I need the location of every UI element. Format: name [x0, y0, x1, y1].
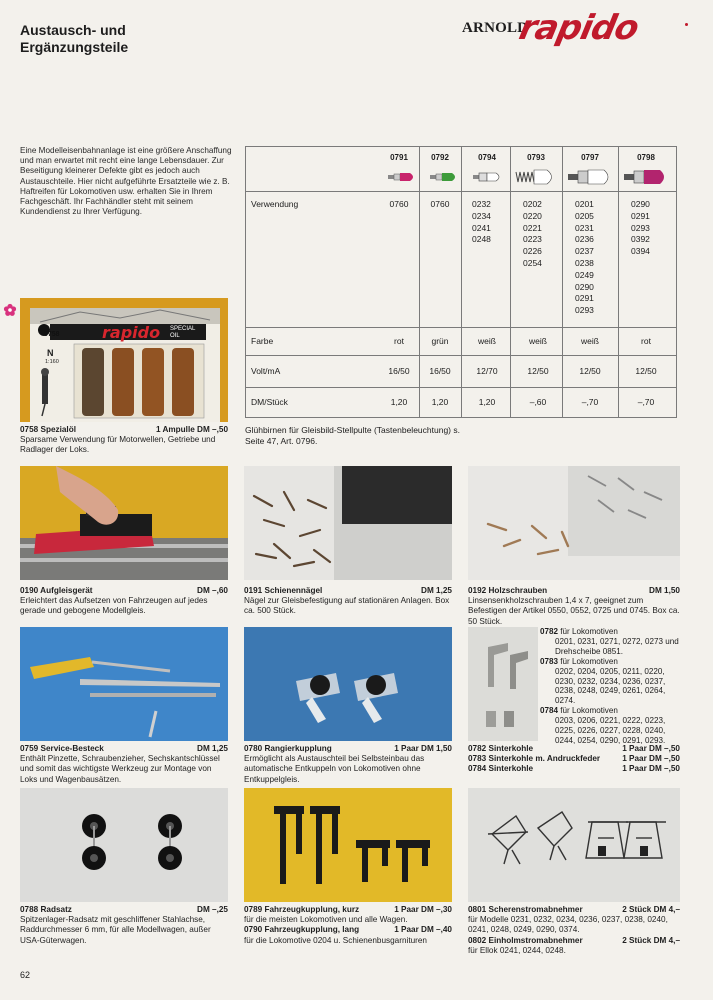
col-header-0792: 0792	[431, 153, 449, 162]
table-hline	[246, 327, 676, 328]
volt-0798: 12/50	[635, 366, 657, 376]
service-tools-image	[20, 627, 228, 741]
logo-dot	[685, 23, 688, 26]
vehicle-coupling-image	[244, 788, 452, 902]
volt-0792: 16/50	[429, 366, 451, 376]
item-text: für Modelle 0231, 0232, 0234, 0236, 0237, 0238, 0240, 0241, 0248, 0249, 0290, 0374.	[468, 915, 668, 935]
caption-0191	[244, 586, 452, 617]
wood-screws-image	[468, 466, 680, 580]
note-list: 0203, 0206, 0221, 0222, 0223, 0225, 0226, 0227, 0228, 0240, 0244, 0254, 0290, 0291, 0293.	[555, 716, 666, 745]
volt-0791: 16/50	[388, 366, 410, 376]
col-header-0798: 0798	[637, 153, 655, 162]
volt-0794: 12/70	[476, 366, 498, 376]
oil-box-label: SPECIAL OIL	[170, 326, 196, 339]
sinter-notes	[540, 627, 680, 746]
farbe-0797: weiß	[581, 336, 599, 346]
item-price: 1 Paar DM –,40	[394, 925, 452, 935]
caption-0190	[20, 586, 228, 617]
row-label-verwendung: Verwendung	[251, 199, 299, 209]
item-price: DM 1,25	[197, 744, 228, 753]
item-name: 0780 Rangierkupplung	[244, 744, 332, 753]
rerailer-image	[20, 466, 228, 580]
verwendung-0791: 0760	[389, 199, 409, 209]
verwendung-0792: 0760	[430, 199, 450, 209]
item-price: DM –,60	[197, 586, 228, 595]
item-name: 0790 Fahrzeugkupplung, lang	[244, 925, 360, 935]
table-hline	[246, 191, 676, 192]
bulb-0797-icon	[566, 168, 614, 186]
note-head: für Lokomotiven	[560, 656, 618, 666]
photo-wheelset	[20, 788, 228, 902]
caption-0788	[20, 905, 228, 946]
caption-0758	[20, 425, 228, 456]
bulb-0793-icon	[513, 168, 559, 186]
note-code: 0784	[540, 706, 559, 716]
preis-0793: –,60	[529, 397, 547, 407]
item-name: 0782 Sinterkohle	[468, 744, 534, 753]
farbe-0798: rot	[641, 336, 651, 346]
item-text: Sparsame Verwendung für Motorwellen, Getriebe und Radlager der Loks.	[20, 435, 216, 455]
photo-rerailer	[20, 466, 228, 580]
item-price: DM 1,25	[421, 586, 452, 595]
col-header-0791: 0791	[390, 153, 408, 162]
note-code: 0783	[540, 656, 559, 666]
logo-arnold: ARNOLD	[462, 20, 529, 36]
photo-pantographs	[468, 788, 680, 902]
note-head: für Lokomotiven	[560, 706, 618, 716]
item-text: Erleichtert das Aufsetzen von Fahrzeugen auf jedes gerade und gebogene Modellgleis.	[20, 596, 208, 616]
item-name: 0789 Fahrzeugkupplung, kurz	[244, 905, 360, 914]
table-hline	[246, 355, 676, 356]
preis-0791: 1,20	[390, 397, 408, 407]
caption-0759	[20, 744, 228, 785]
page-title	[20, 22, 220, 56]
caption-0789-0790	[244, 905, 452, 946]
item-name: 0784 Sinterkohle	[468, 764, 534, 774]
preis-0798: –,70	[637, 397, 655, 407]
caption-sinter	[468, 744, 680, 775]
item-price: 2 Stück DM 4,–	[622, 935, 680, 945]
farbe-0791: rot	[394, 336, 404, 346]
farbe-0793: weiß	[529, 336, 547, 346]
arnold-rapido-logo	[462, 8, 692, 48]
item-name: 0783 Sinterkohle m. Andruckfeder	[468, 754, 601, 764]
note-list: 0202, 0204, 0205, 0211, 0220, 0230, 0232, 0234, 0236, 0237, 0238, 0248, 0249, 0261, 0264, 0274.	[555, 666, 666, 706]
item-text: für die meisten Lokomotiven und alle Wagen.	[244, 915, 408, 925]
item-price: 1 Paar DM –,50	[622, 764, 680, 774]
oil-box-scale: 1:160	[45, 359, 59, 365]
caption-0192	[468, 586, 680, 627]
row-label-volt: Volt/mA	[251, 366, 281, 376]
item-text: Linsensenkholzschrauben 1,4 x 7, geeignet zum Befestigen der Artikel 0550, 0552, 0725 und 0745. Box ca. 50 Stück.	[468, 596, 680, 626]
photo-vehicle-coupling	[244, 788, 452, 902]
pantographs-image	[468, 788, 680, 902]
preis-0792: 1,20	[431, 397, 449, 407]
intro-text: Eine Modelleisenbahnanlage ist eine größere Anschaffung und man erwartet mit recht eine lange Lebensdauer. Zur Beseitigung kleinerer Defekte gibt es jedoch auch Austauschteile. Hier nicht aufgeführte Ersatzteile wie z. B. Haftreifen für Lokomotiven usw. erhalten Sie in Ihrem Fachgeschäft. Ihr Fachhändler steht mit seinem Kundendienst zu Ihrer Verfügung.	[20, 146, 232, 217]
item-price: 1 Ampulle DM –,50	[155, 425, 228, 434]
photo-rail-nails	[244, 466, 452, 580]
item-name: 0788 Radsatz	[20, 905, 72, 914]
preis-0794: 1,20	[478, 397, 496, 407]
bulb-0794-icon	[471, 168, 505, 186]
col-header-0797: 0797	[581, 153, 599, 162]
farbe-0794: weiß	[478, 336, 496, 346]
item-price: 1 Paar DM –,30	[394, 905, 452, 914]
item-price: 1 Paar DM 1,50	[394, 744, 452, 753]
title-line-1: Austausch- und	[20, 22, 126, 38]
item-text: Ermöglicht als Austauschteil bei Selbsteinbau das automatische Entkuppeln von Lokomotiven ohne Entkuppelgleis.	[244, 754, 425, 784]
col-header-0793: 0793	[527, 153, 545, 162]
oil-box-number: 0758	[44, 331, 60, 338]
volt-0797: 12/50	[579, 366, 601, 376]
note-list: 0201, 0231, 0271, 0272, 0273 und Drehscheibe 0851.	[555, 636, 679, 656]
photo-special-oil	[20, 298, 228, 422]
photo-wood-screws	[468, 466, 680, 580]
oil-box-brand: rapido	[102, 323, 161, 342]
photo-service-tools	[20, 627, 228, 741]
item-price: DM 1,50	[649, 586, 680, 595]
verwendung-0797: 0201 0205 0231 0236 0237 0238 0249 0290 0291 0293	[575, 199, 594, 316]
shunting-coupling-image	[244, 627, 452, 741]
volt-0793: 12/50	[527, 366, 549, 376]
item-name: 0801 Scherenstromabnehmer	[468, 905, 583, 914]
caption-0780	[244, 744, 452, 785]
note-code: 0782	[540, 627, 559, 636]
preis-0797: –,70	[581, 397, 599, 407]
sinter-carbon-image	[468, 627, 538, 741]
item-text: Spitzenlager-Radsatz mit geschliffener Stahlachse, Raddurchmesser 6 mm, für alle Modellwagen, außer USA-Güterwagen.	[20, 915, 211, 945]
item-text: für die Lokomotive 0204 u. Schienenbusgarnituren	[244, 935, 427, 945]
item-price: 1 Paar DM –,50	[622, 744, 680, 753]
item-text: Enthält Pinzette, Schraubenzieher, Sechskantschlüssel und somit das wichtigste Werkzeug zur Montage von Loks und Wagenbausätzen.	[20, 754, 220, 784]
photo-sinter-carbon	[468, 627, 538, 741]
photo-shunting-coupling	[244, 627, 452, 741]
bulb-0792-icon	[428, 168, 460, 186]
item-price: DM –,25	[197, 905, 228, 914]
item-name: 0802 Einholmstromabnehmer	[468, 935, 583, 945]
title-line-2: Ergänzungsteile	[20, 39, 129, 55]
verwendung-0793: 0202 0220 0221 0223 0226 0254	[523, 199, 542, 268]
row-label-farbe: Farbe	[251, 336, 274, 346]
item-name: 0190 Aufgleisgerät	[20, 586, 93, 595]
caption-0801-0802	[468, 905, 680, 956]
item-name: 0191 Schienennägel	[244, 586, 323, 595]
verwendung-0798: 0290 0291 0293 0392 0394	[631, 199, 650, 257]
oil-box-n: N	[47, 348, 54, 358]
wheelset-image	[20, 788, 228, 902]
item-name: 0758 Spezialöl	[20, 425, 76, 434]
item-price: 1 Paar DM –,50	[622, 754, 680, 764]
bulb-table	[245, 146, 677, 418]
bulb-0791-icon	[386, 168, 418, 186]
note-head: für Lokomotiven	[560, 627, 618, 636]
logo-rapido: rapido	[515, 8, 642, 48]
row-label-preis: DM/Stück	[251, 397, 288, 407]
table-hline	[246, 387, 676, 388]
verwendung-0794: 0232 0234 0241 0248	[472, 199, 491, 245]
item-text: Nägel zur Gleisbefestigung auf stationären Anlagen. Box ca. 500 Stück.	[244, 596, 450, 616]
bulb-0798-icon	[622, 168, 670, 186]
farbe-0792: grün	[431, 336, 449, 346]
table-caption: Glühbirnen für Gleisbild-Stellpulte (Tastenbeleuchtung) s. Seite 47, Art. 0796.	[245, 425, 460, 446]
rail-nails-image	[244, 466, 452, 580]
item-price: 2 Stück DM 4,–	[622, 905, 680, 914]
page-number: 62	[20, 970, 31, 980]
item-name: 0192 Holzschrauben	[468, 586, 548, 595]
flower-icon	[3, 303, 17, 317]
item-text: für Ellok 0241, 0244, 0248.	[468, 945, 566, 955]
item-name: 0759 Service-Besteck	[20, 744, 104, 753]
col-header-0794: 0794	[478, 153, 496, 162]
